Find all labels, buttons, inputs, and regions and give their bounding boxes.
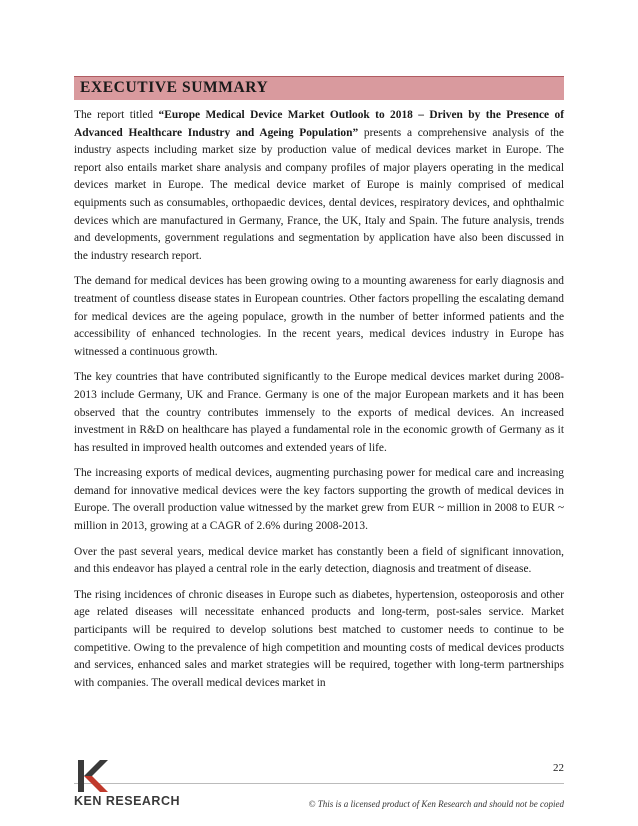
paragraph-demand: The demand for medical devices has been growing owing to a mounting awareness for early diagnosis and treatment of countless disease states in European countries. Other factors propelling the escalating demand for medical devices are the ageing populace, growth in the number of better informed patients and the accessibility of enhanced technologies. In the recent years, medical devices industry in Europe has witnessed a continuous growth.: [74, 275, 564, 358]
logo-text: KEN RESEARCH: [74, 794, 181, 808]
section-heading: EXECUTIVE SUMMARY: [80, 79, 269, 96]
ken-research-logo: [74, 758, 214, 808]
paragraph-chronic-diseases: The rising incidences of chronic diseases in Europe such as diabetes, hypertension, osteoporosis and other age related diseases will necessitate enhanced products and long-term, post-sales service. Market participants will be required to develop solutions best matched to customer needs to continue to be competitive. Owing to the prevalence of high competition and mounting costs of medical devices products and services, enhanced sales and market strategies will be required, together with long-term partnerships with companies. The overall medical devices market in: [74, 588, 564, 689]
intro-rest: presents a comprehensive analysis of the industry aspects including market size by production value of medical devices market in Europe. The report also entails market share analysis and company profiles of major players operating in the medical devices market in Europe. The medical device market of Europe is mainly comprised of medical equipments such as consumables, orthopaedic devices, dental devices, respiratory devices, and ophthalmic devices which are manufactured in Germany, France, the UK, Italy and Spain. The future analysis, trends and developments, government regulations and segmentation by application have also been discussed in the industry research report.: [74, 126, 564, 262]
paragraph-innovation: Over the past several years, medical device market has constantly been a field of significant innovation, and this endeavor has played a central role in the early detection, diagnosis and treatment of disease.: [74, 545, 564, 576]
page-number: 22: [553, 762, 564, 774]
copyright-notice: © This is a licensed product of Ken Research and should not be copied: [308, 799, 564, 809]
paragraph-intro: [74, 107, 564, 265]
body-text: [74, 107, 564, 700]
paragraph-key-countries: The key countries that have contributed significantly to the Europe medical devices market during 2008-2013 include Germany, UK and France. Germany is one of the major European markets and it has been observed that the country contributes immensely to the exports of medical devices. An increased investment in R&D on healthcare has played a fundamental role in the economic growth of Germany as it has resulted in improved health outcomes and extended years of life.: [74, 371, 564, 454]
intro-lead: The report titled: [74, 109, 159, 121]
report-title: “Europe Medical Device Market Outlook to 2018 – Driven by the Presence of Advanced Healthcare Industry and Ageing Population”: [74, 109, 564, 139]
paragraph-exports: The increasing exports of medical devices, augmenting purchasing power for medical care and increasing demand for innovative medical devices were the key factors supporting the growth of medical devices in Europe. The overall production value witnessed by the market grew from EUR ~ million in 2008 to EUR ~ million in 2013, growing at a CAGR of 2.6% during 2008-2013.: [74, 467, 564, 533]
ken-logo-icon: [74, 758, 114, 794]
section-heading-bar: [74, 76, 564, 100]
